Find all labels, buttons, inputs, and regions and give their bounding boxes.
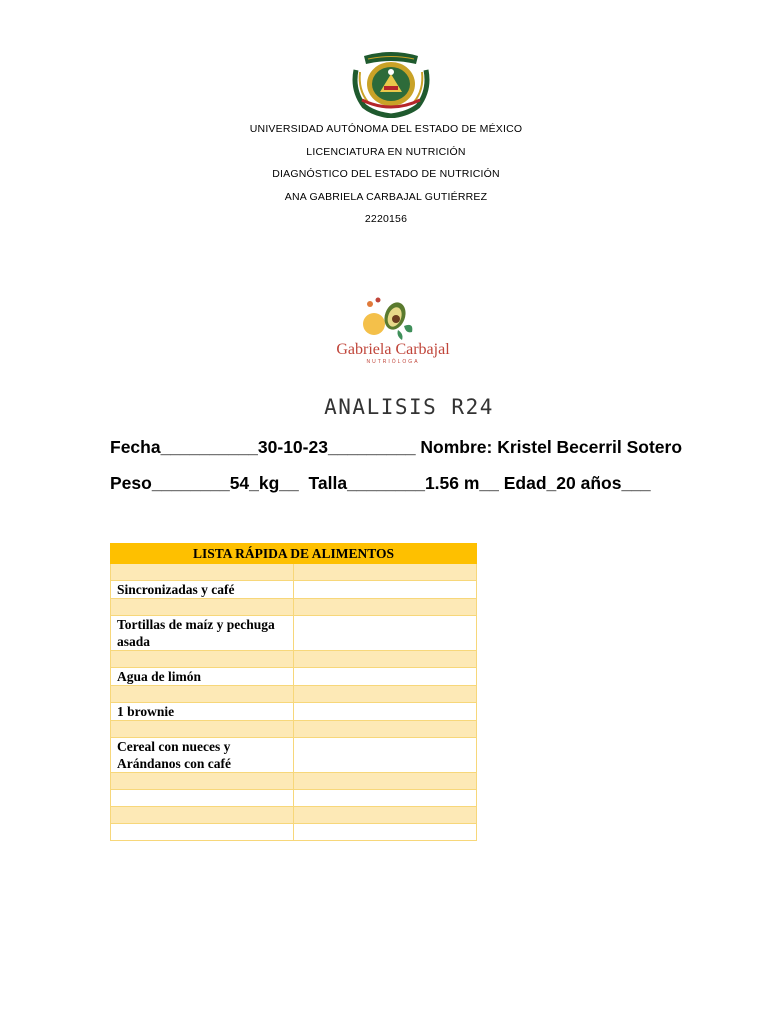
table-row xyxy=(111,790,477,807)
table-row xyxy=(111,738,477,773)
table-row xyxy=(111,616,477,651)
table-row xyxy=(111,564,477,581)
food-value-cell xyxy=(294,564,477,581)
table-header: LISTA RÁPIDA DE ALIMENTOS xyxy=(111,544,477,564)
food-value-cell xyxy=(294,807,477,824)
food-item-cell xyxy=(111,651,294,668)
document-header xyxy=(0,121,768,234)
food-value-cell xyxy=(294,738,477,773)
food-list-table xyxy=(110,543,477,841)
brand-subtitle: NUTRIÓLOGA xyxy=(366,359,420,364)
food-item-cell xyxy=(111,790,294,807)
food-item-cell xyxy=(111,824,294,841)
table-row xyxy=(111,807,477,824)
food-item-cell xyxy=(111,599,294,616)
date-name-line: Fecha__________30-10-23_________ Nombre: Kristel Becerril Sotero xyxy=(110,437,683,457)
food-value-cell xyxy=(294,686,477,703)
food-value-cell xyxy=(294,599,477,616)
page-title: ANALISIS R24 xyxy=(324,395,494,419)
table-row xyxy=(111,721,477,738)
food-value-cell xyxy=(294,668,477,686)
food-item-cell xyxy=(111,686,294,703)
table-row xyxy=(111,599,477,616)
food-item-cell: Cereal con nueces y Arándanos con café xyxy=(111,738,294,773)
student-id: 2220156 xyxy=(364,213,408,225)
food-value-cell xyxy=(294,790,477,807)
degree-name: LICENCIATURA EN NUTRICIÓN xyxy=(306,145,466,158)
table-row xyxy=(111,581,477,599)
food-item-cell xyxy=(111,721,294,738)
food-value-cell xyxy=(294,651,477,668)
brand-name: Gabriela Carbajal xyxy=(336,341,450,358)
table-row xyxy=(111,668,477,686)
food-item-cell: Sincronizadas y café xyxy=(111,581,294,599)
weight-height-age-line: Peso________54_kg__ Talla________1.56 m__ Edad_20 años___ xyxy=(110,473,651,493)
food-item-cell: Tortillas de maíz y pechuga asada xyxy=(111,616,294,651)
avocado-lemon-logo-icon xyxy=(332,296,454,364)
food-item-cell xyxy=(111,773,294,790)
university-name: UNIVERSIDAD AUTÓNOMA DEL ESTADO DE MÉXICO xyxy=(249,123,523,135)
table-row xyxy=(111,703,477,721)
course-name: DIAGNÓSTICO DEL ESTADO DE NUTRICIÓN xyxy=(272,168,500,180)
table-row xyxy=(111,773,477,790)
food-value-cell xyxy=(294,773,477,790)
food-item-cell xyxy=(111,807,294,824)
student-name: ANA GABRIELA CARBAJAL GUTIÉRREZ xyxy=(284,190,488,203)
food-value-cell xyxy=(294,703,477,721)
table-row xyxy=(111,651,477,668)
food-item-cell: 1 brownie xyxy=(111,703,294,721)
food-value-cell xyxy=(294,616,477,651)
food-value-cell xyxy=(294,581,477,599)
food-item-cell: Agua de limón xyxy=(111,668,294,686)
food-value-cell xyxy=(294,721,477,738)
food-item-cell xyxy=(111,564,294,581)
table-row xyxy=(111,824,477,841)
university-crest-icon xyxy=(350,50,432,118)
table-row xyxy=(111,686,477,703)
food-value-cell xyxy=(294,824,477,841)
